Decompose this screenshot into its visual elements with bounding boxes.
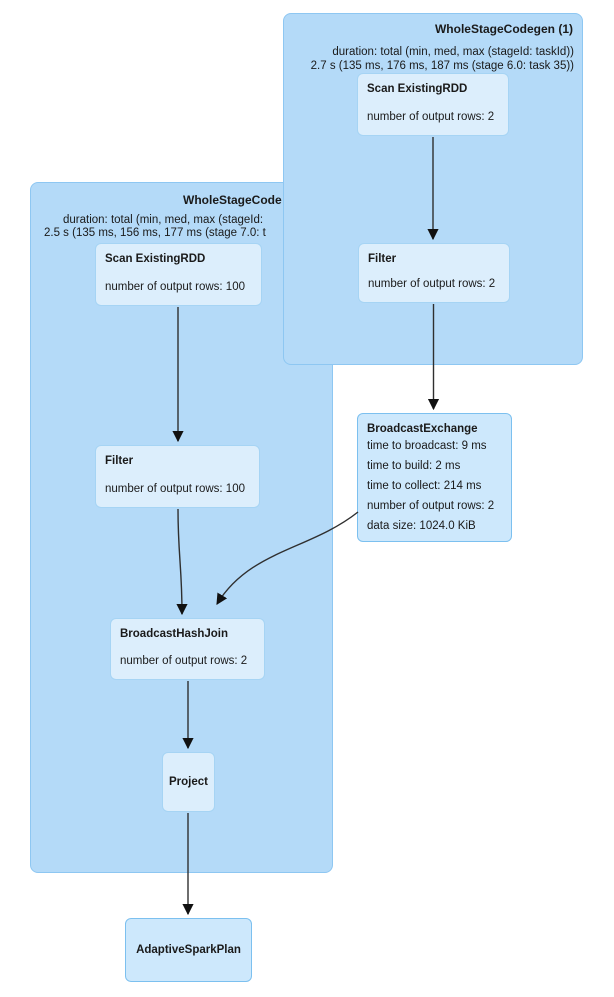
cluster-duration-line1: duration: total (min, med, max (stageId: taskId)) (332, 46, 574, 58)
node-title: BroadcastExchange (367, 423, 478, 435)
node-title: BroadcastHashJoin (120, 628, 229, 640)
node-metric: time to build: 2 ms (367, 460, 461, 472)
cluster-duration (284, 46, 574, 73)
node-metric: data size: 1024.0 KiB (367, 520, 476, 532)
cluster-duration-line2: 2.5 s (135 ms, 156 ms, 177 ms (stage 7.0: t (44, 227, 266, 239)
node-metric: time to collect: 214 ms (367, 480, 482, 492)
cluster-duration-line1: duration: total (min, med, max (stageId: (63, 214, 264, 226)
plan-node-scan-existingrdd-2 (95, 243, 262, 306)
plan-node-broadcastexchange (357, 413, 512, 542)
cluster-title: WholeStageCode (183, 193, 282, 207)
node-metric: number of output rows: 100 (105, 281, 245, 293)
plan-node-scan-existingrdd-1 (357, 73, 509, 136)
cluster-duration-line2: 2.7 s (135 ms, 176 ms, 187 ms (stage 6.0: task 35)) (310, 59, 574, 72)
plan-node-adaptivesparkplan (125, 918, 252, 982)
node-metric: time to broadcast: 9 ms (367, 440, 487, 452)
plan-node-filter-1 (358, 243, 510, 303)
node-title: Filter (368, 253, 397, 265)
node-metric: number of output rows: 2 (367, 111, 495, 123)
wholestagecodegen-1-cluster (283, 13, 583, 365)
node-metrics (367, 436, 502, 536)
plan-node-filter-2 (95, 445, 260, 508)
node-title: Filter (105, 455, 134, 467)
node-metric: number of output rows: 100 (105, 483, 245, 495)
node-metric: number of output rows: 2 (120, 655, 248, 667)
cluster-title: WholeStageCodegen (1) (434, 22, 573, 36)
node-metric: number of output rows: 2 (367, 500, 495, 512)
plan-node-broadcasthashjoin (110, 618, 265, 680)
node-title: Scan ExistingRDD (105, 253, 206, 265)
node-title: Scan ExistingRDD (367, 83, 468, 95)
plan-node-project (162, 752, 215, 812)
node-title: Project (169, 776, 208, 788)
node-metric: number of output rows: 2 (368, 278, 496, 290)
node-title: AdaptiveSparkPlan (136, 944, 241, 956)
